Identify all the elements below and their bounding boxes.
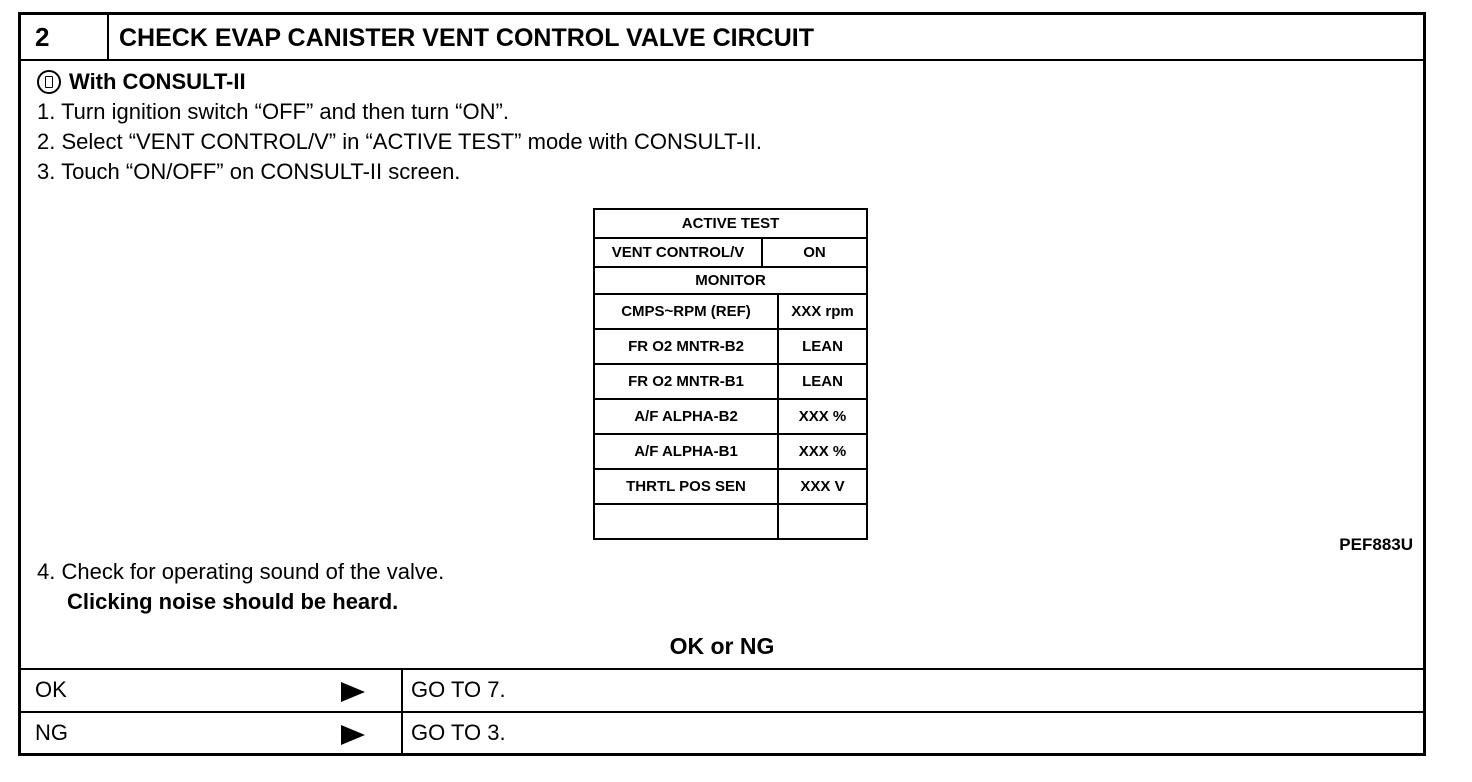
control-label: VENT CONTROL/V <box>595 239 763 266</box>
procedure-frame <box>18 12 1426 756</box>
result-action: GO TO 7. <box>401 670 506 711</box>
monitor-label: CMPS~RPM (REF) <box>595 295 779 328</box>
monitor-label: A/F ALPHA-B2 <box>595 400 779 433</box>
monitor-label <box>595 505 779 538</box>
step-4-expected: Clicking noise should be heard. <box>67 589 399 614</box>
monitor-row <box>595 400 866 435</box>
step-2: 2. Select “VENT CONTROL/V” in “ACTIVE TEST” mode with CONSULT-II. <box>37 129 762 154</box>
active-test-title: ACTIVE TEST <box>681 215 780 232</box>
step-title: CHECK EVAP CANISTER VENT CONTROL VALVE CIRCUIT <box>119 24 814 52</box>
monitor-value: LEAN <box>802 338 843 355</box>
monitor-label: A/F ALPHA-B1 <box>595 435 779 468</box>
result-row-ng <box>21 711 1423 753</box>
monitor-row-empty <box>595 505 866 538</box>
step-number: 2 <box>21 15 109 59</box>
arrow-right-icon <box>341 725 365 745</box>
monitor-value: XXX rpm <box>791 303 854 320</box>
arrow-right-icon <box>341 682 365 702</box>
monitor-value <box>779 505 866 538</box>
monitor-row <box>595 365 866 400</box>
monitor-value: LEAN <box>802 373 843 390</box>
result-key: OK <box>35 677 67 702</box>
monitor-row <box>595 330 866 365</box>
active-test-table <box>593 208 868 540</box>
ok-ng-label: OK or NG <box>669 633 775 659</box>
monitor-row <box>595 435 866 470</box>
active-test-title-row <box>595 210 866 239</box>
result-action: GO TO 3. <box>401 713 506 753</box>
monitor-row <box>595 470 866 505</box>
step-header <box>21 15 1423 61</box>
result-row-ok <box>21 668 1423 711</box>
figure-code: PEF883U <box>1339 535 1413 554</box>
monitor-row <box>595 295 866 330</box>
consult-label: With CONSULT-II <box>69 69 246 94</box>
monitor-label: FR O2 MNTR-B1 <box>595 365 779 398</box>
monitor-value: XXX V <box>800 478 845 495</box>
monitor-value: XXX % <box>798 408 847 425</box>
monitor-title: MONITOR <box>695 272 766 289</box>
control-row <box>595 239 866 268</box>
consult-heading <box>37 67 246 97</box>
step-3: 3. Touch “ON/OFF” on CONSULT-II screen. <box>37 159 461 184</box>
step-1: 1. Turn ignition switch “OFF” and then turn “ON”. <box>37 99 509 124</box>
step-4: 4. Check for operating sound of the valve. <box>37 559 445 584</box>
result-key: NG <box>35 720 68 745</box>
monitor-title-row <box>595 268 866 295</box>
consult-tool-icon <box>37 70 61 94</box>
monitor-label: THRTL POS SEN <box>595 470 779 503</box>
control-value: ON <box>803 244 826 261</box>
monitor-label: FR O2 MNTR-B2 <box>595 330 779 363</box>
monitor-value: XXX % <box>798 443 847 460</box>
